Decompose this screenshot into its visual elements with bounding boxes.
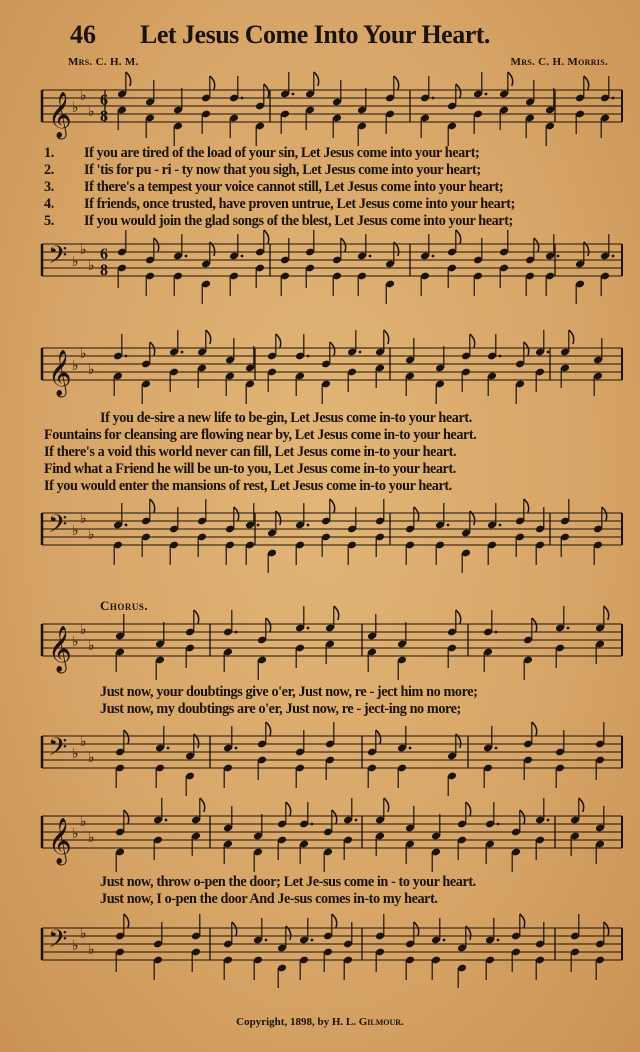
note-chord <box>223 922 237 980</box>
note-chord <box>280 72 294 134</box>
note-chord <box>405 806 415 864</box>
chorus-line: Just now, your doubtings give o'er, Just now, re - ject him no more; <box>100 684 478 700</box>
note-chord <box>225 507 239 565</box>
note-chord <box>385 76 399 134</box>
note-chord <box>511 810 525 872</box>
time-signature-numerator: 6 <box>100 246 108 263</box>
note-chord <box>253 918 267 980</box>
note-chord <box>173 88 183 146</box>
note-chord <box>511 914 525 972</box>
verse-line: Fountains for cleansing are flowing near by, Let Jesus come in-to your heart. <box>44 427 477 443</box>
note-chord <box>141 342 155 404</box>
staff-system-2-bass <box>0 505 640 569</box>
note-chord <box>321 342 335 404</box>
note-chord <box>499 230 509 288</box>
note-chord <box>255 84 269 146</box>
note-chord <box>523 722 537 780</box>
flat-icon: ♭ <box>72 101 79 116</box>
note-chord <box>357 88 367 146</box>
verse-line: 4. If friends, once trusted, have proven untrue, Let Jesus come into your heart; <box>44 196 515 212</box>
note-chord <box>113 503 127 565</box>
verse-line: 2. If 'tis for pu - ri - ty now that you sigh, Let Jesus come into your heart; <box>44 162 481 178</box>
flat-icon: ♭ <box>88 943 95 958</box>
note-chord <box>191 798 205 856</box>
note-chord <box>245 503 259 565</box>
flat-icon: ♭ <box>72 524 79 539</box>
note-chord <box>295 606 309 668</box>
note-chord <box>201 242 215 304</box>
note-chord <box>431 918 445 980</box>
note-chord <box>225 338 235 396</box>
note-chord <box>461 511 475 573</box>
note-chord <box>197 330 211 388</box>
note-chord <box>447 734 461 796</box>
note-chord <box>343 798 357 860</box>
chorus-lyrics-b <box>100 874 620 908</box>
note-chord <box>600 234 614 296</box>
note-chord <box>145 238 159 296</box>
staff-system-4-bass <box>0 920 640 990</box>
note-chord <box>515 499 529 557</box>
flat-icon: ♭ <box>72 635 79 650</box>
note-chord <box>295 503 309 565</box>
treble-clef-icon: 𝄞 <box>48 626 72 671</box>
note-chord <box>323 810 337 872</box>
note-chord <box>595 606 609 664</box>
verse-line: If there's a void this world never can fill, Let Jesus come in-to your heart. <box>44 444 457 460</box>
flat-icon: ♭ <box>88 528 95 543</box>
flat-icon: ♭ <box>80 89 87 104</box>
note-chord <box>515 342 529 404</box>
note-chord <box>375 330 389 388</box>
note-chord <box>555 606 569 668</box>
flat-icon: ♭ <box>80 927 87 942</box>
note-chord <box>185 734 199 796</box>
chorus-line: Just now, I o-pen the door And Je-sus comes in-to my heart. <box>100 891 438 907</box>
note-chord <box>173 234 187 296</box>
note-chord <box>555 730 565 788</box>
staff-system-2-treble <box>0 340 640 404</box>
note-chord <box>332 80 342 138</box>
note-chord <box>185 610 199 668</box>
note-chord <box>367 730 381 788</box>
flat-icon: ♭ <box>80 347 87 362</box>
note-chord <box>201 76 215 134</box>
note-chord <box>483 726 497 788</box>
note-chord <box>277 802 291 860</box>
copyright-holder: H. L. Gilmour. <box>331 1016 404 1028</box>
note-chord <box>473 72 487 134</box>
flat-icon: ♭ <box>72 827 79 842</box>
flat-icon: ♭ <box>88 363 95 378</box>
flat-icon: ♭ <box>88 751 95 766</box>
staff-system-1-bass <box>0 236 640 300</box>
note-chord <box>570 798 584 856</box>
note-chord <box>245 346 255 404</box>
flat-icon: ♭ <box>72 939 79 954</box>
verse-block-1 <box>44 145 619 230</box>
note-chord <box>545 88 555 146</box>
note-chord <box>575 242 589 304</box>
note-chord <box>305 230 315 288</box>
note-chord <box>321 499 335 557</box>
note-chord <box>267 334 281 392</box>
flat-icon: ♭ <box>80 512 87 527</box>
note-chord <box>535 798 549 860</box>
note-chord <box>560 499 570 557</box>
note-chord <box>332 238 346 296</box>
note-chord <box>593 507 607 565</box>
note-chord <box>115 810 129 872</box>
note-chord <box>570 914 580 972</box>
note-chord <box>347 507 357 565</box>
flat-icon: ♭ <box>72 747 79 762</box>
note-chord <box>457 802 471 860</box>
note-chord <box>535 922 545 980</box>
treble-clef-icon: 𝄞 <box>48 92 72 137</box>
note-chord <box>375 914 385 972</box>
note-chord <box>267 511 281 573</box>
note-chord <box>229 234 243 296</box>
treble-clef-icon: 𝄞 <box>48 818 72 863</box>
note-chord <box>600 76 614 138</box>
flat-icon: ♭ <box>80 243 87 258</box>
note-chord <box>299 918 313 980</box>
hymn-title: Let Jesus Come Into Your Heart. <box>140 20 490 49</box>
note-chord <box>523 618 537 680</box>
note-chord <box>405 507 419 565</box>
note-chord <box>535 330 549 392</box>
note-chord <box>197 499 207 557</box>
staff-system-3-treble <box>0 616 640 678</box>
note-chord <box>229 76 243 138</box>
note-chord <box>397 622 407 680</box>
note-chord <box>223 726 237 788</box>
bass-clef-icon: 𝄢 <box>48 511 68 544</box>
staff-system-3-bass <box>0 728 640 784</box>
note-chord <box>420 76 434 138</box>
note-chord <box>525 80 535 138</box>
bass-clef-icon: 𝄢 <box>48 734 68 767</box>
note-chord <box>115 614 125 672</box>
flat-icon: ♭ <box>72 359 79 374</box>
note-chord <box>485 918 499 980</box>
note-chord <box>447 230 461 288</box>
note-chord <box>117 230 127 288</box>
note-chord <box>487 503 501 565</box>
music-credit: Mrs. C. H. Morris. <box>510 56 608 68</box>
note-chord <box>141 499 155 557</box>
note-chord <box>325 606 339 664</box>
note-chord <box>295 334 309 396</box>
note-chord <box>375 499 385 557</box>
time-signature-numerator: 6 <box>100 92 108 109</box>
note-chord <box>117 72 131 130</box>
note-chord <box>153 922 163 980</box>
note-chord <box>560 330 574 388</box>
note-chord <box>295 730 305 788</box>
note-chord <box>367 614 377 672</box>
note-chord <box>155 622 165 680</box>
flat-icon: ♭ <box>88 831 95 846</box>
note-chord <box>253 814 263 872</box>
time-signature-denominator: 8 <box>100 262 108 279</box>
note-chord <box>257 722 271 780</box>
note-chord <box>457 926 471 988</box>
flat-icon: ♭ <box>80 735 87 750</box>
bass-clef-icon: 𝄢 <box>48 242 68 275</box>
note-chord <box>155 726 169 788</box>
staff-system-4-treble <box>0 808 640 872</box>
note-chord <box>255 230 269 288</box>
hymn-number: 46 <box>70 20 96 49</box>
note-chord <box>280 238 290 296</box>
note-chord <box>525 238 539 296</box>
verse-line: If you would enter the mansions of rest, Let Jesus come in-to your heart. <box>44 478 452 494</box>
note-chord <box>595 806 605 864</box>
note-chord <box>375 798 389 856</box>
note-chord <box>169 507 179 565</box>
note-chord <box>420 234 434 296</box>
verse-line: 5. If you would join the glad songs of the blest, Let Jesus come into your heart; <box>44 213 513 229</box>
note-chord <box>447 84 461 146</box>
note-chord <box>115 914 129 972</box>
note-chord <box>431 814 441 872</box>
note-chord <box>223 610 237 672</box>
flat-icon: ♭ <box>72 255 79 270</box>
note-chord <box>145 80 155 138</box>
note-chord <box>593 338 603 396</box>
note-chord <box>575 76 589 134</box>
time-signature-denominator: 8 <box>100 108 108 125</box>
flat-icon: ♭ <box>88 105 95 120</box>
note-chord <box>277 926 291 988</box>
note-chord <box>385 242 399 304</box>
verse-line: Find what a Friend he will be un-to you, Let Jesus come in-to your heart. <box>44 461 456 477</box>
treble-clef-icon: 𝄞 <box>48 350 72 395</box>
verse-line: 3. If there's a tempest your voice cannot still, Let Jesus come into your heart; <box>44 179 504 195</box>
flat-icon: ♭ <box>88 259 95 274</box>
verse-block-2 <box>44 410 619 495</box>
chorus-lyrics-a <box>100 684 620 718</box>
note-chord <box>405 338 415 396</box>
note-chord <box>305 72 319 130</box>
note-chord <box>487 334 501 396</box>
bass-clef-icon: 𝄢 <box>48 926 68 959</box>
note-chord <box>595 722 605 780</box>
verse-line: If you de-sire a new life to be-gin, Let Jesus come in-to your heart. <box>100 410 472 426</box>
note-chord <box>499 72 513 130</box>
note-chord <box>483 610 497 672</box>
note-chord <box>169 330 183 392</box>
words-credit: Mrs. C. H. M. <box>68 56 139 68</box>
note-chord <box>595 922 609 980</box>
note-chord <box>153 798 167 860</box>
note-chord <box>485 802 499 864</box>
note-chord <box>299 802 313 864</box>
flat-icon: ♭ <box>80 815 87 830</box>
note-chord <box>257 618 271 680</box>
chorus-line: Just now, throw o-pen the door; Let Je-sus come in - to your heart. <box>100 874 476 890</box>
note-chord <box>397 726 411 788</box>
note-chord <box>405 922 419 980</box>
note-chord <box>223 806 233 864</box>
note-chord <box>347 330 361 392</box>
staff-system-1-treble <box>0 82 640 142</box>
note-chord <box>323 914 337 972</box>
note-chord <box>461 334 475 392</box>
note-chord <box>435 346 445 404</box>
verse-line: 1. If you are tired of the load of your sin, Let Jesus come into your heart; <box>44 145 480 161</box>
note-chord <box>325 722 335 780</box>
flat-icon: ♭ <box>80 623 87 638</box>
chorus-line: Just now, my doubtings are o'er, Just now, re - ject-ing no more; <box>100 701 461 717</box>
note-chord <box>343 922 353 980</box>
note-chord <box>473 238 483 296</box>
chorus-label: Chorus. <box>100 598 149 613</box>
note-chord <box>435 503 449 565</box>
copyright-notice <box>0 1016 640 1028</box>
note-chord <box>545 234 559 296</box>
note-chord <box>447 610 461 668</box>
copyright-prefix: Copyright, 1898, by <box>236 1016 330 1028</box>
note-chord <box>535 507 545 565</box>
note-chord <box>113 334 127 396</box>
note-chord <box>191 914 201 972</box>
note-chord <box>115 730 129 788</box>
note-chord <box>357 234 371 296</box>
flat-icon: ♭ <box>88 639 95 654</box>
